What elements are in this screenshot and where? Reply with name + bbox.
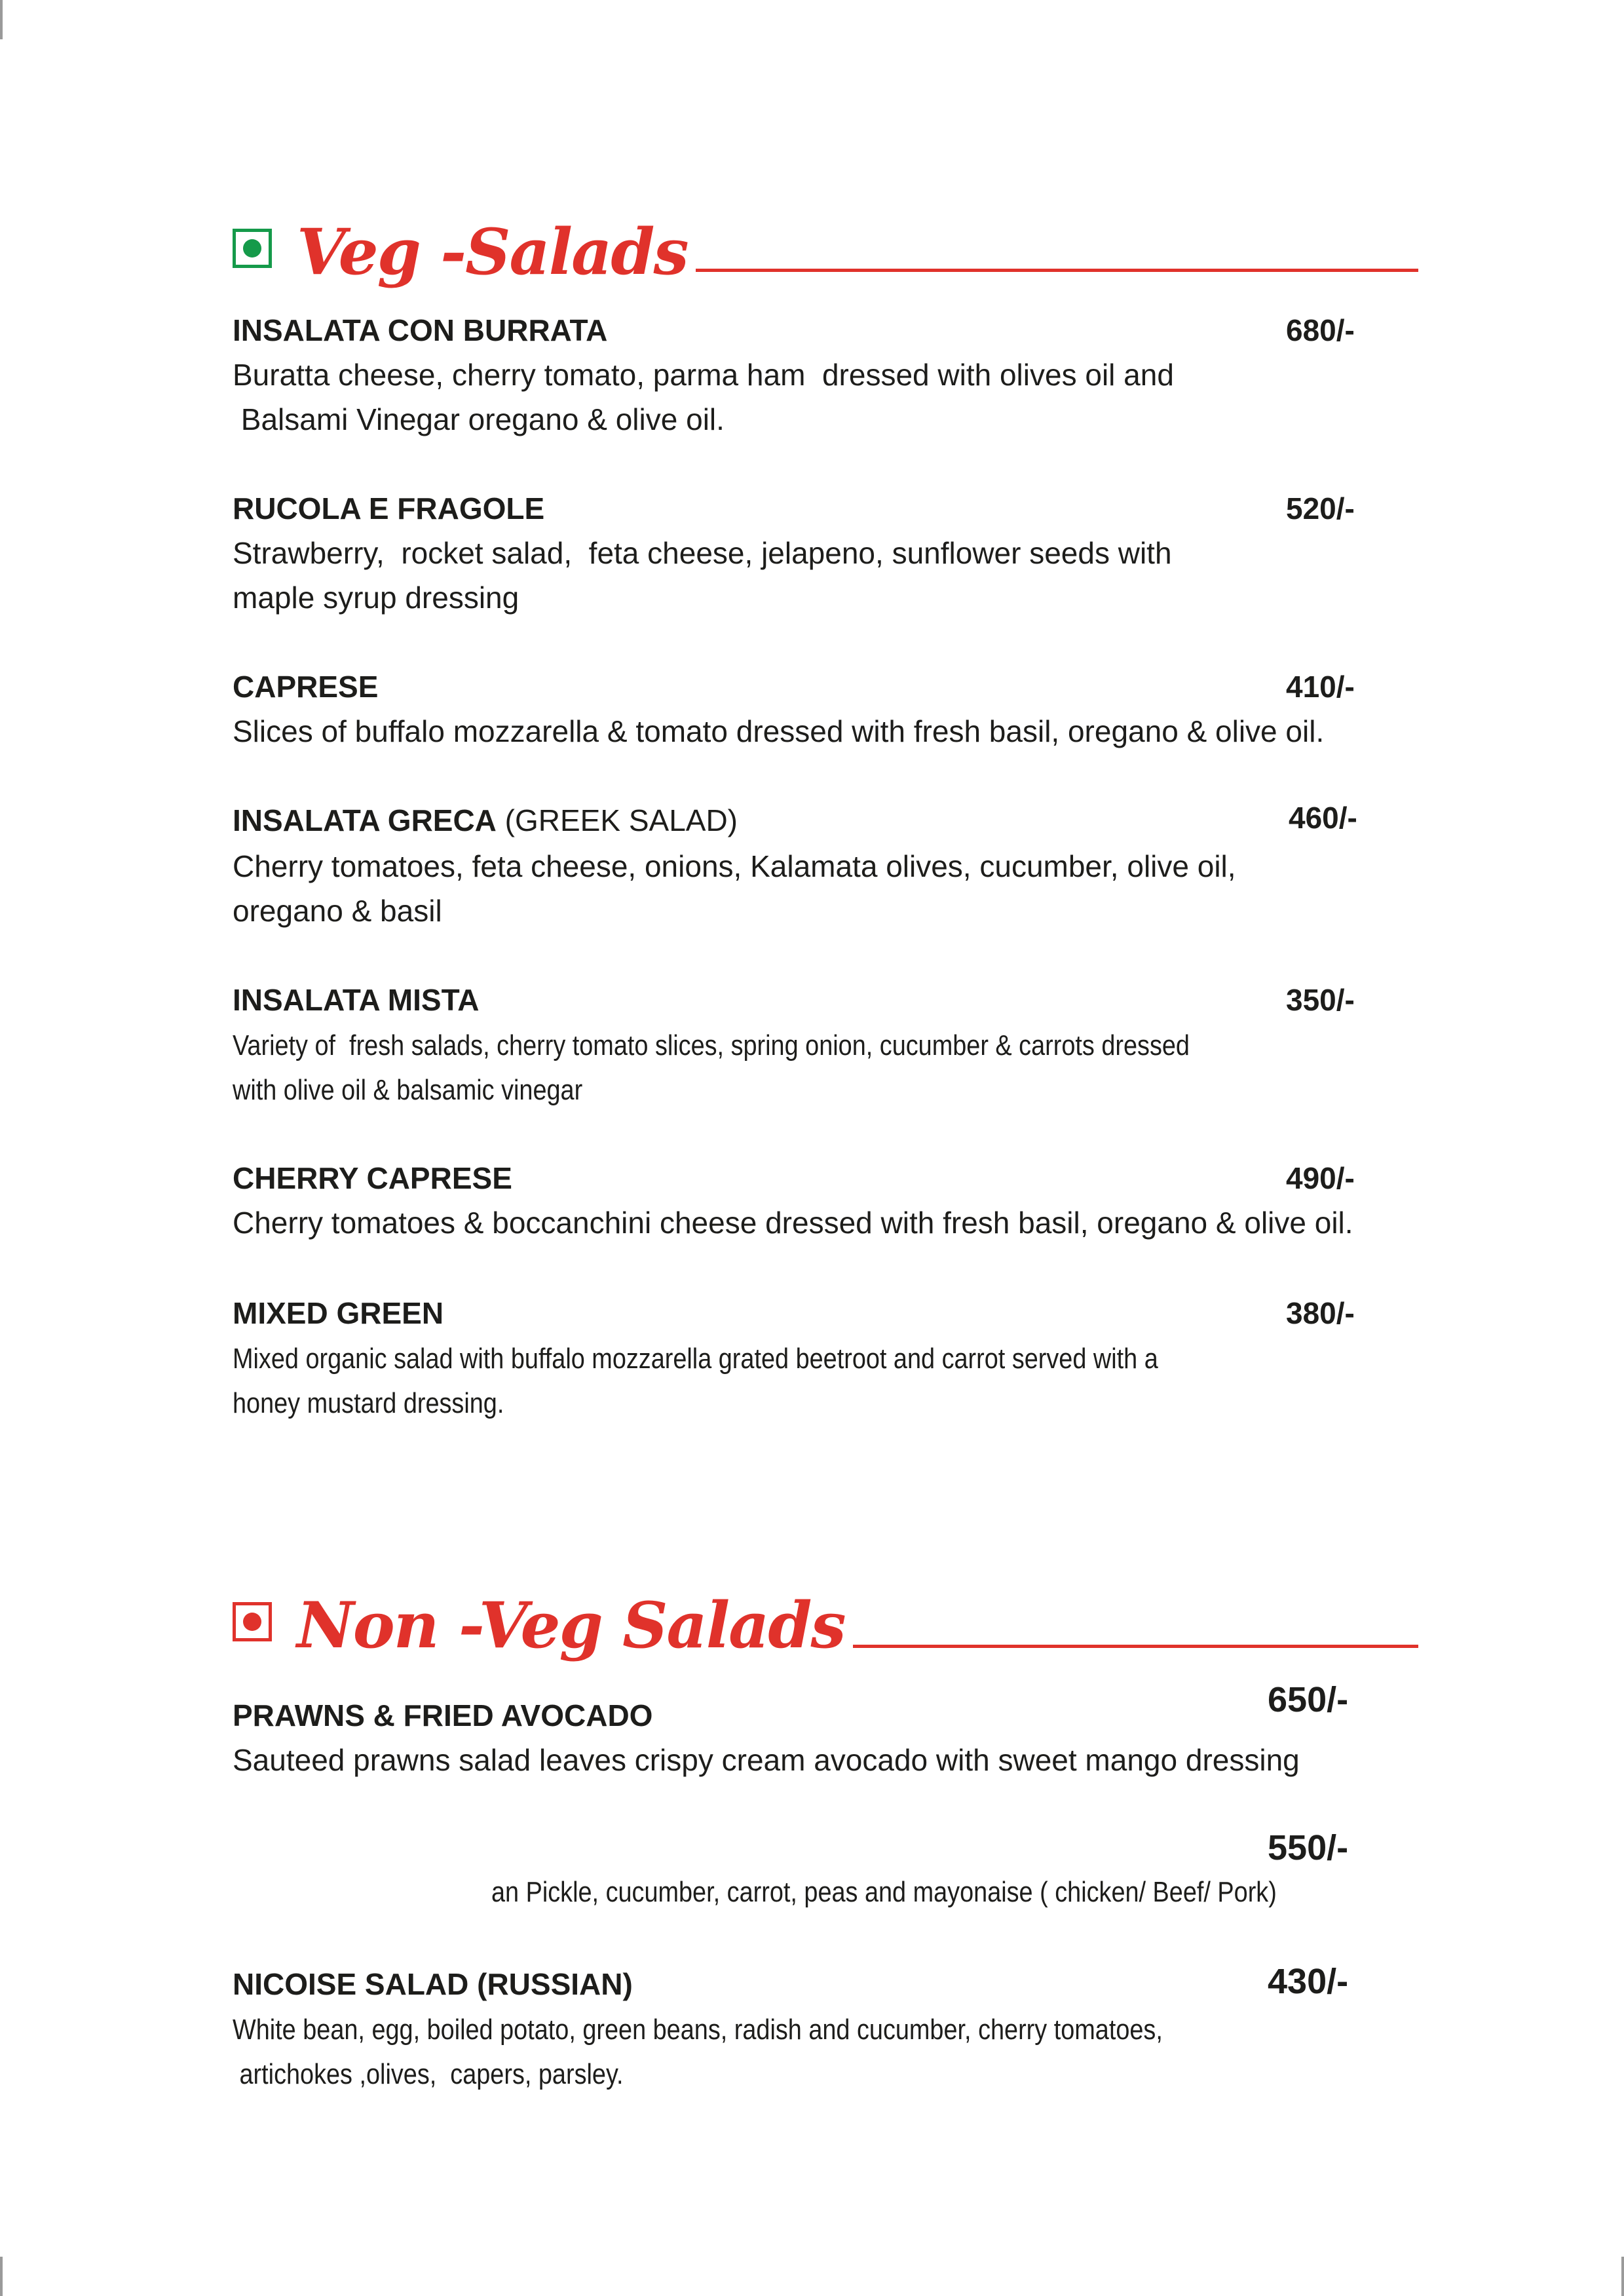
nonveg-section-header bbox=[233, 1584, 1418, 1670]
item-name: INSALATA CON BURRATA bbox=[233, 313, 608, 347]
item-description: artichokes ,olives, capers, parsley. bbox=[233, 2058, 624, 2090]
item-name bbox=[233, 801, 738, 840]
item-price: 460/- bbox=[1289, 801, 1357, 835]
item-price: 680/- bbox=[1286, 313, 1355, 347]
item-name: NICOISE SALAD (RUSSIAN) bbox=[233, 1967, 633, 2001]
item-name: CAPRESE bbox=[233, 670, 379, 704]
item-name: CHERRY CAPRESE bbox=[233, 1161, 512, 1195]
section-divider bbox=[696, 269, 1418, 272]
nonveg-section-title: Non -Veg Salads bbox=[297, 1588, 845, 1662]
item-name: INSALATA MISTA bbox=[233, 983, 480, 1017]
item-price: 520/- bbox=[1286, 491, 1355, 526]
item-description: Cherry tomatoes & boccanchini cheese dressed with fresh basil, oregano & olive oil. bbox=[233, 1206, 1353, 1240]
item-description: Mixed organic salad with buffalo mozzarella grated beetroot and carrot served with a bbox=[233, 1343, 1158, 1375]
crop-mark bbox=[0, 2257, 3, 2296]
item-description: maple syrup dressing bbox=[233, 581, 519, 615]
item-price: 490/- bbox=[1286, 1161, 1355, 1195]
crop-mark bbox=[0, 0, 3, 39]
item-price: 410/- bbox=[1286, 670, 1355, 704]
veg-mark-icon bbox=[233, 229, 272, 268]
item-description: honey mustard dressing. bbox=[233, 1387, 504, 1419]
nonveg-mark-icon bbox=[233, 1602, 272, 1641]
veg-section-title: Veg -Salads bbox=[297, 215, 688, 289]
item-description: Balsami Vinegar oregano & olive oil. bbox=[233, 402, 725, 436]
item-description: White bean, egg, boiled potato, green beans, radish and cucumber, cherry tomatoes, bbox=[233, 2014, 1163, 2046]
veg-section-header bbox=[233, 211, 1418, 296]
item-price: 550/- bbox=[1268, 1828, 1349, 1867]
item-name-note: (GREEK SALAD) bbox=[496, 803, 738, 837]
item-description: Cherry tomatoes, feta cheese, onions, Kalamata olives, cucumber, olive oil, bbox=[233, 849, 1236, 883]
crop-mark bbox=[1621, 2257, 1624, 2296]
item-price: 380/- bbox=[1286, 1296, 1355, 1330]
item-name-main: INSALATA GRECA bbox=[233, 803, 497, 837]
item-name: PRAWNS & FRIED AVOCADO bbox=[233, 1698, 653, 1732]
item-description: with olive oil & balsamic vinegar bbox=[233, 1074, 583, 1106]
item-name: RUCOLA E FRAGOLE bbox=[233, 491, 545, 526]
item-name: MIXED GREEN bbox=[233, 1296, 444, 1330]
item-description: Strawberry, rocket salad, feta cheese, jelapeno, sunflower seeds with bbox=[233, 536, 1172, 570]
item-price: 350/- bbox=[1286, 983, 1355, 1017]
item-price: 650/- bbox=[1268, 1680, 1349, 1719]
item-description: Variety of fresh salads, cherry tomato slices, spring onion, cucumber & carrots dressed bbox=[233, 1029, 1190, 1062]
item-description: oregano & basil bbox=[233, 894, 442, 928]
item-description: an Pickle, cucumber, carrot, peas and mayonaise ( chicken/ Beef/ Pork) bbox=[491, 1876, 1277, 1908]
item-description: Slices of buffalo mozzarella & tomato dressed with fresh basil, oregano & olive oil. bbox=[233, 714, 1325, 748]
item-price: 430/- bbox=[1268, 1962, 1349, 2001]
section-divider bbox=[853, 1645, 1418, 1648]
item-description: Buratta cheese, cherry tomato, parma ham dressed with olives oil and bbox=[233, 358, 1174, 392]
item-description: Sauteed prawns salad leaves crispy cream avocado with sweet mango dressing bbox=[233, 1743, 1300, 1777]
